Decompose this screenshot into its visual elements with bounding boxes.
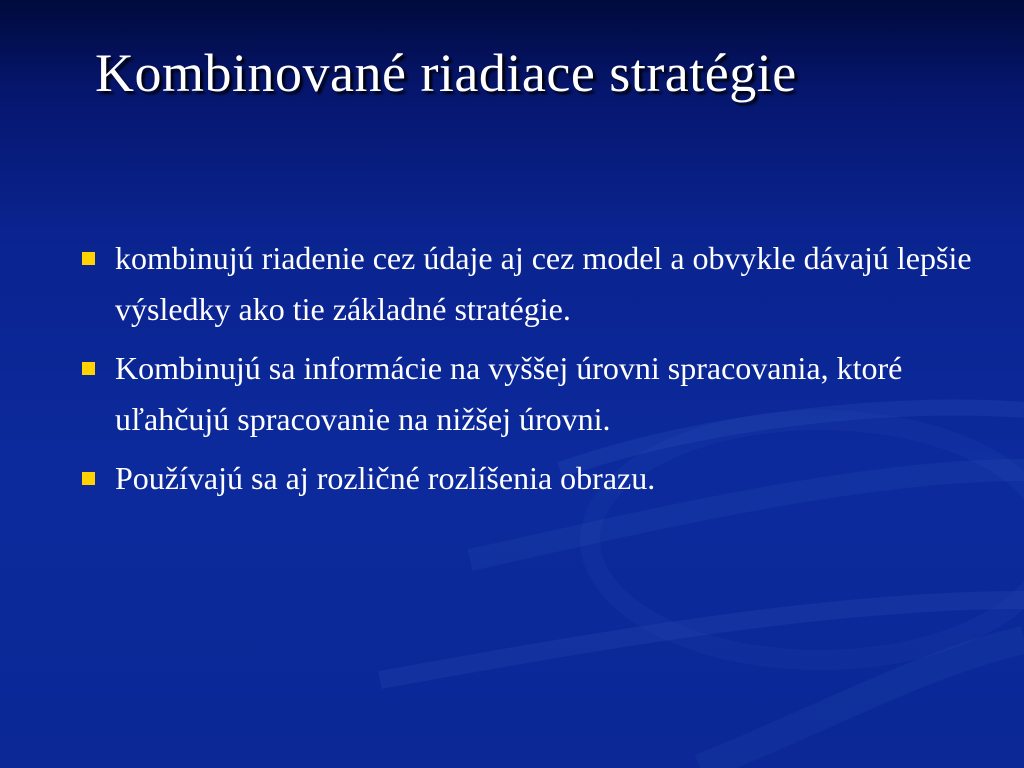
square-bullet-icon xyxy=(82,362,95,375)
bullet-text: Kombinujú sa informácie na vyššej úrovni spracovania, ktoré uľahčujú spracovanie na nižšej úrovni. xyxy=(115,350,903,437)
bullet-list xyxy=(78,233,998,512)
bullet-item xyxy=(78,453,998,504)
slide-title: Kombinované riadiace stratégie xyxy=(95,43,797,103)
square-bullet-icon xyxy=(82,252,95,265)
bullet-item xyxy=(78,343,998,445)
bullet-item xyxy=(78,233,998,335)
bullet-text: Používajú sa aj rozličné rozlíšenia obrazu. xyxy=(115,460,656,496)
square-bullet-icon xyxy=(82,472,95,485)
bullet-text: kombinujú riadenie cez údaje aj cez model a obvykle dávajú lepšie výsledky ako tie základné stratégie. xyxy=(115,240,972,327)
